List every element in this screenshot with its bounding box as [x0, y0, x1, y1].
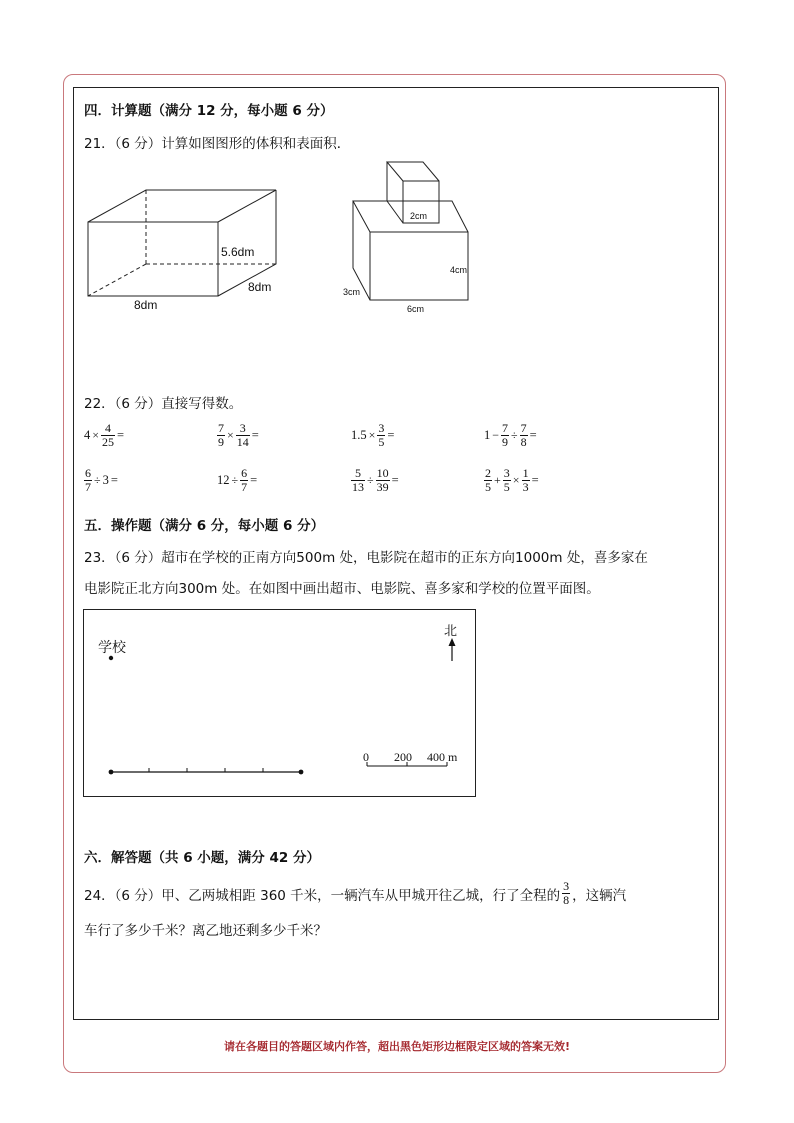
- small-cube-edge-label: 2cm: [410, 211, 428, 221]
- fraction: $\frac{4}{25}$: [102, 421, 115, 449]
- operand: 12: [217, 473, 230, 487]
- equals: =: [110, 473, 118, 487]
- operator: ×: [92, 428, 100, 442]
- scale-label-200: 200: [394, 750, 412, 764]
- operand: 4: [84, 428, 91, 442]
- question-24-text: 24．（6 分）甲、乙两城相距 360 千米，一辆汽车从甲城开往乙城，行了全程的: [84, 887, 561, 904]
- fraction: $\frac{3}{5}$: [503, 466, 510, 494]
- equals: =: [250, 473, 258, 487]
- cuboid-height-label: 5.6dm: [221, 245, 255, 259]
- scale-label-0: 0: [363, 750, 369, 764]
- question-23-line1: 23．（6 分）超市在学校的正南方向500m 处，电影院在超市的正东方向1000m 处，喜多家在: [84, 550, 648, 566]
- operator: +: [494, 473, 501, 487]
- fraction: $\frac{7}{9}$: [218, 421, 224, 449]
- equals: =: [117, 428, 125, 442]
- operator: ÷: [511, 428, 518, 442]
- fraction: $\frac{6}{7}$: [241, 466, 248, 494]
- cuboid-length-label: 8dm: [134, 298, 158, 312]
- fraction: $\frac{3}{5}$: [378, 421, 385, 449]
- operand: 3: [102, 473, 109, 487]
- block-depth-label: 3cm: [343, 287, 361, 297]
- fraction: $\frac{7}{9}$: [502, 421, 509, 449]
- question-24-text-end: ，这辆汽: [572, 887, 627, 904]
- equals: =: [531, 473, 539, 487]
- operator: −: [492, 428, 500, 442]
- question-24-line1: [84, 880, 626, 907]
- operator: ×: [512, 473, 520, 487]
- school-label: 学校: [98, 640, 126, 656]
- fraction-three-eighths: $\frac{3}{8}$: [563, 879, 570, 907]
- fraction: $\frac{2}{5}$: [485, 466, 491, 494]
- operator: ×: [227, 428, 234, 442]
- cuboid-depth-label: 8dm: [248, 280, 272, 294]
- section4-heading: 四．计算题（满分 12 分，每小题 6 分）: [84, 103, 334, 119]
- school-dot: [109, 656, 113, 660]
- north-arrow-head: [449, 638, 456, 646]
- section5-heading: 五．操作题（满分 6 分，每小题 6 分）: [84, 518, 325, 534]
- fraction: $\frac{6}{7}$: [85, 466, 91, 494]
- north-label: 北: [444, 624, 458, 639]
- equals: =: [391, 473, 399, 487]
- operator: ×: [368, 428, 376, 442]
- operator: ÷: [94, 473, 101, 487]
- fraction: $\frac{3}{14}$: [236, 421, 249, 449]
- fraction: $\frac{10}{39}$: [376, 466, 389, 494]
- distance-line-start: [109, 770, 114, 775]
- equals: =: [529, 428, 537, 442]
- block-height-label: 4cm: [450, 265, 468, 275]
- operator: ÷: [367, 473, 374, 487]
- equals: =: [251, 428, 259, 442]
- operand: 1.5: [351, 428, 367, 442]
- fraction: $\frac{7}{8}$: [520, 421, 527, 449]
- question-21: 21．（6 分）计算如图图形的体积和表面积．: [84, 136, 351, 152]
- section6-heading: 六．解答题（共 6 小题，满分 42 分）: [84, 850, 320, 866]
- question-24-line2: 车行了多少千米？离乙地还剩多少千米？: [84, 923, 327, 939]
- distance-line-end: [299, 770, 304, 775]
- fraction: $\frac{1}{3}$: [522, 466, 529, 494]
- question-22: 22．（6 分）直接写得数。: [84, 396, 243, 412]
- scale-label-400: 400 m: [427, 750, 458, 764]
- fraction: $\frac{5}{13}$: [352, 466, 364, 494]
- equals: =: [387, 428, 395, 442]
- question-23-line2: 电影院正北方向300m 处。在如图中画出超市、电影院、喜多家和学校的位置平面图。: [84, 581, 600, 597]
- operator: ÷: [231, 473, 239, 487]
- footer-notice: 请在各题目的答题区域内作答，超出黑色矩形边框限定区域的答案无效!: [223, 1040, 570, 1053]
- operand: 1: [484, 428, 491, 442]
- block-length-label: 6cm: [407, 304, 425, 314]
